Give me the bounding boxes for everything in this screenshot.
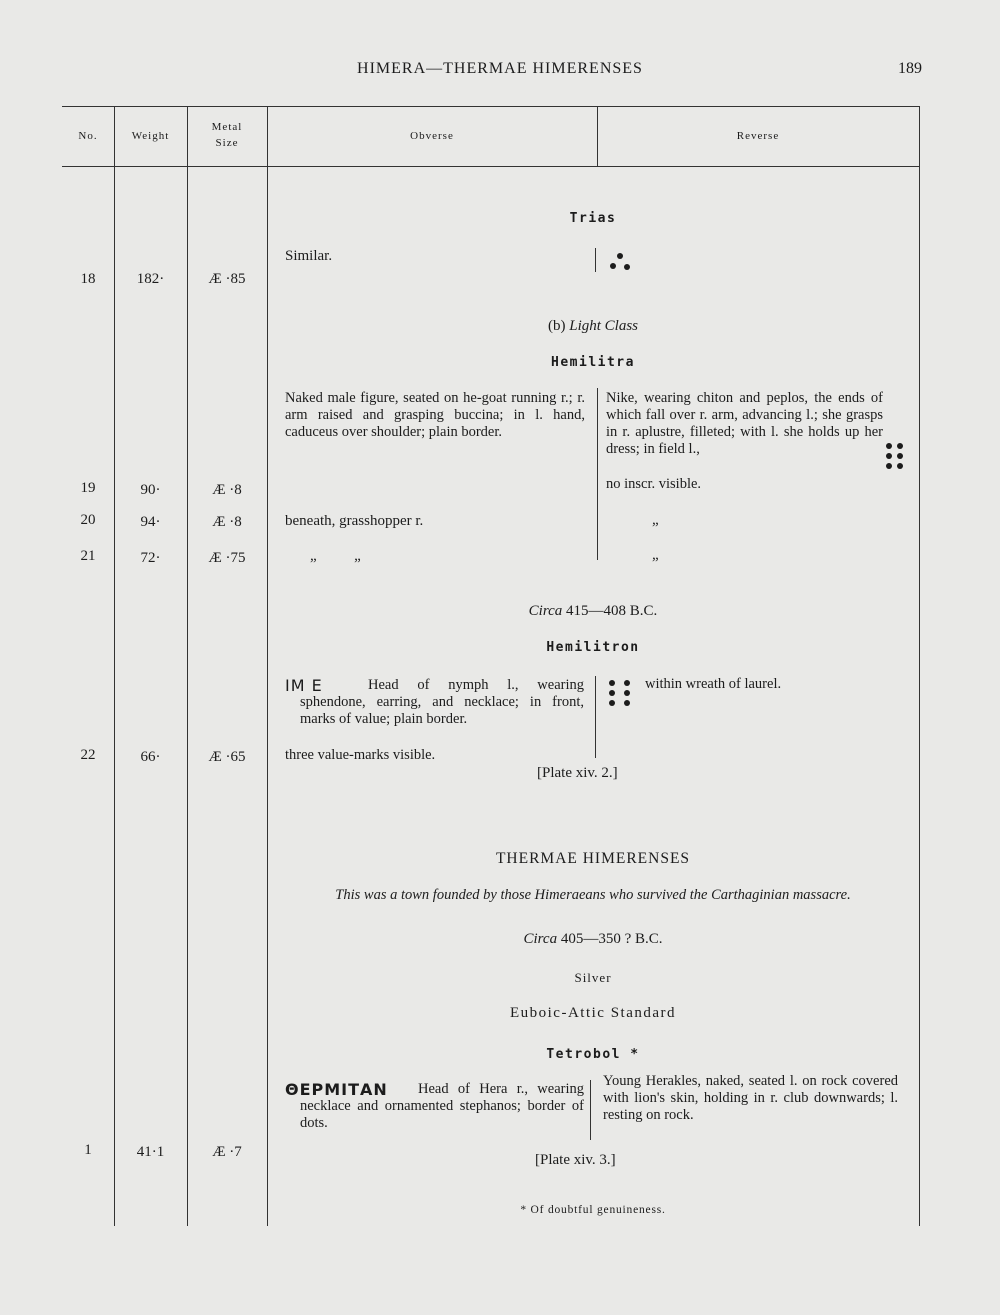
row-1-no: 1: [84, 1142, 92, 1158]
row-18-metal: Æ ·85: [208, 271, 246, 287]
light-class-label: Light Class: [569, 318, 639, 334]
row-19-weight: 90·: [140, 482, 161, 498]
table-header-rule: [62, 166, 920, 167]
section-heading-hemilitra: Hemilitra: [551, 355, 635, 370]
page-number: 189: [898, 60, 922, 77]
light-class-prefix: (b): [547, 318, 566, 334]
thermae-divider: [590, 1080, 591, 1140]
circa-heading-2: [267, 931, 919, 948]
table-top-rule: [62, 106, 920, 107]
row-21-no: 21: [80, 548, 96, 564]
row-18-weight: 182·: [136, 271, 165, 287]
circa-label-2: Circa: [523, 931, 558, 947]
thermae-intro: This was a town founded by those Himeraeans who survived the Carthaginian massacre.: [335, 887, 851, 903]
header-size: Size: [215, 137, 239, 149]
row-21-metal: Æ ·75: [208, 550, 246, 566]
running-head: HIMERA—THERMAE HIMERENSES: [357, 60, 643, 77]
thermae-inscription: ΘΕΡΜΙΤΑΝ: [285, 1080, 388, 1099]
standard-heading: Euboic-Attic Standard: [509, 1005, 677, 1021]
thermae-reverse: Young Herakles, naked, seated l. on rock covered with lion's skin, holding in r. club downwards; l. resting on rock.: [603, 1073, 898, 1123]
hemilitron-plate: [Plate xiv. 2.]: [537, 765, 618, 781]
row-20-weight: 94·: [140, 514, 161, 530]
thermae-obverse: Head of Hera r., wearing necklace and ornamented stephanos; border of dots.: [300, 1081, 584, 1131]
row-20-obverse: beneath, grasshopper r.: [285, 513, 424, 529]
hemilitron-reverse: within wreath of laurel.: [645, 676, 782, 692]
hemilitron-inscription: IΜ Ε: [285, 676, 323, 695]
row-22-weight: 66·: [140, 749, 161, 765]
hemilitron-divider: [595, 676, 596, 758]
row-22-no: 22: [80, 747, 96, 763]
table-right-rule: [919, 106, 920, 1226]
header-metal: Metal: [211, 121, 243, 133]
row-20-reverse: „: [652, 512, 659, 528]
header-no: No.: [78, 130, 98, 142]
row-21-weight: 72·: [140, 550, 161, 566]
light-class-heading: [267, 318, 919, 335]
row-21-obverse: „ „: [310, 548, 361, 564]
row-21-reverse: „: [652, 547, 659, 563]
hemilitra-reverse-end: no inscr. visible.: [606, 476, 702, 492]
circa-dates-2: 405—350 ? B.C.: [560, 931, 663, 947]
hemilitra-obverse: Naked male figure, seated on he-goat running r.; r. arm raised and grasping buccina; in l. hand, caduceus over shoulder; plain border.: [285, 390, 585, 440]
thermae-plate: [Plate xiv. 3.]: [535, 1152, 616, 1168]
trias-obverse: Similar.: [285, 248, 333, 264]
row-20-no: 20: [80, 512, 96, 528]
trias-divider: [595, 248, 596, 272]
metal-heading: Silver: [574, 970, 612, 985]
footnote: * Of doubtful genuineness.: [520, 1204, 666, 1216]
header-reverse: Reverse: [736, 130, 780, 142]
section-heading-thermae: THERMAE HIMERENSES: [495, 850, 691, 867]
hemilitra-divider: [597, 388, 598, 560]
hemilitra-reverse: Nike, wearing chiton and peplos, the ends of which fall over r. arm, advancing l.; she grasps in r. aplustre, filleted; with l. she holds up her dress; in field l.,: [606, 390, 883, 457]
denomination-heading: Tetrobol *: [546, 1047, 640, 1062]
section-heading-hemilitron: Hemilitron: [546, 640, 640, 655]
row-19-metal: Æ ·8: [212, 482, 242, 498]
hemilitron-obverse: Head of nymph l., wearing sphendone, earring, and necklace; in front, marks of value; plain border.: [300, 677, 584, 727]
row-22-metal: Æ ·65: [208, 749, 246, 765]
section-heading-trias: Trias: [569, 211, 617, 226]
row-1-metal: Æ ·7: [212, 1144, 242, 1160]
circa-dates-1: 415—408 B.C.: [566, 603, 658, 619]
row-19-no: 19: [80, 480, 96, 496]
hemilitron-obverse-end: three value-marks visible.: [285, 747, 436, 763]
header-weight: Weight: [131, 130, 170, 142]
row-20-metal: Æ ·8: [212, 514, 242, 530]
circa-label-1: Circa: [528, 603, 563, 619]
row-18-no: 18: [80, 271, 96, 287]
header-obverse: Obverse: [410, 130, 454, 142]
row-1-weight: 41·1: [136, 1144, 165, 1160]
circa-heading-1: [267, 603, 919, 620]
